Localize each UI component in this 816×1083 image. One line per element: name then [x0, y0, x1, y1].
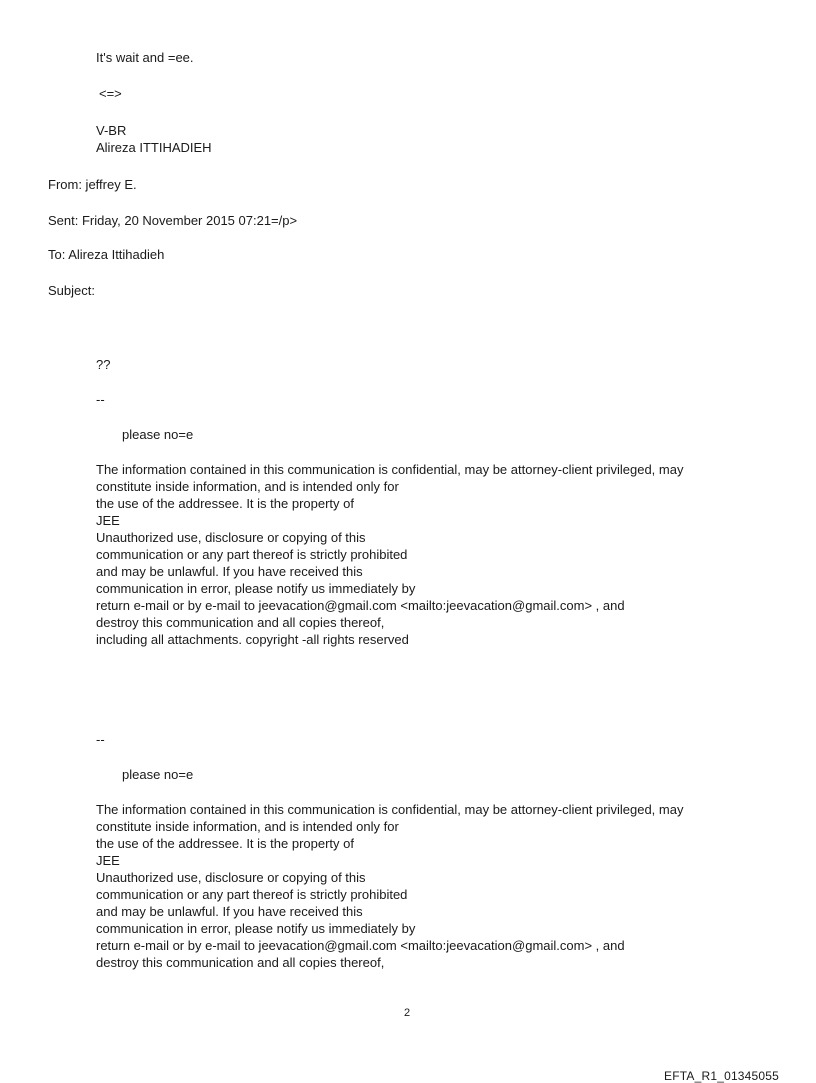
- header-subject: Subject:: [48, 283, 95, 298]
- disclaimer-line: Unauthorized use, disclosure or copying of this: [96, 870, 366, 885]
- disclaimer-line: destroy this communication and all copies thereof,: [96, 955, 385, 970]
- disclaimer-line: and may be unlawful. If you have received this: [96, 904, 363, 919]
- document-id: EFTA_R1_01345055: [664, 1069, 780, 1083]
- disclaimer-line: The information contained in this communication is confidential, may be attorney-client privileged, may: [96, 462, 684, 477]
- separator-1: --: [96, 392, 105, 407]
- disclaimer-line: communication in error, please notify us immediately by: [96, 581, 416, 596]
- signature-line-1: V-BR: [96, 123, 127, 138]
- disclaimer-line: communication in error, please notify us immediately by: [96, 921, 416, 936]
- page-number: 2: [404, 1007, 411, 1019]
- disclaimer-line: The information contained in this communication is confidential, may be attorney-client privileged, may: [96, 802, 684, 817]
- header-sent: Sent: Friday, 20 November 2015 07:21=/p>: [48, 213, 298, 228]
- note-2: please no=e: [122, 767, 194, 782]
- disclaimer-line: including all attachments. copyright -all rights reserved: [96, 632, 409, 647]
- disclaimer-line: constitute inside information, and is intended only for: [96, 819, 399, 834]
- disclaimer-line: communication or any part thereof is strictly prohibited: [96, 887, 408, 902]
- disclaimer-line: JEE: [96, 853, 120, 868]
- disclaimer-line: return e-mail or by e-mail to jeevacation@gmail.com <mailto:jeevacation@gmail.com> , and: [96, 938, 625, 953]
- disclaimer-line: Unauthorized use, disclosure or copying of this: [96, 530, 366, 545]
- disclaimer-line: constitute inside information, and is intended only for: [96, 479, 399, 494]
- disclaimer-line: destroy this communication and all copies thereof,: [96, 615, 385, 630]
- intro-line: It's wait and =ee.: [96, 50, 194, 65]
- arrows-line: <=>: [99, 86, 122, 101]
- header-to: To: Alireza Ittihadieh: [48, 247, 165, 262]
- question-marks: ??: [96, 357, 111, 372]
- disclaimer-block-1: [96, 461, 683, 648]
- note-1: please no=e: [122, 427, 194, 442]
- disclaimer-line: and may be unlawful. If you have received this: [96, 564, 363, 579]
- disclaimer-line: the use of the addressee. It is the property of: [96, 836, 354, 851]
- disclaimer-block-2: [96, 801, 683, 971]
- header-from: From: jeffrey E.: [48, 177, 137, 192]
- disclaimer-line: return e-mail or by e-mail to jeevacation@gmail.com <mailto:jeevacation@gmail.com> , and: [96, 598, 625, 613]
- disclaimer-line: the use of the addressee. It is the property of: [96, 496, 354, 511]
- separator-2: --: [96, 732, 105, 747]
- disclaimer-line: JEE: [96, 513, 120, 528]
- disclaimer-line: communication or any part thereof is strictly prohibited: [96, 547, 408, 562]
- signature-line-2: Alireza ITTIHADIEH: [96, 140, 212, 155]
